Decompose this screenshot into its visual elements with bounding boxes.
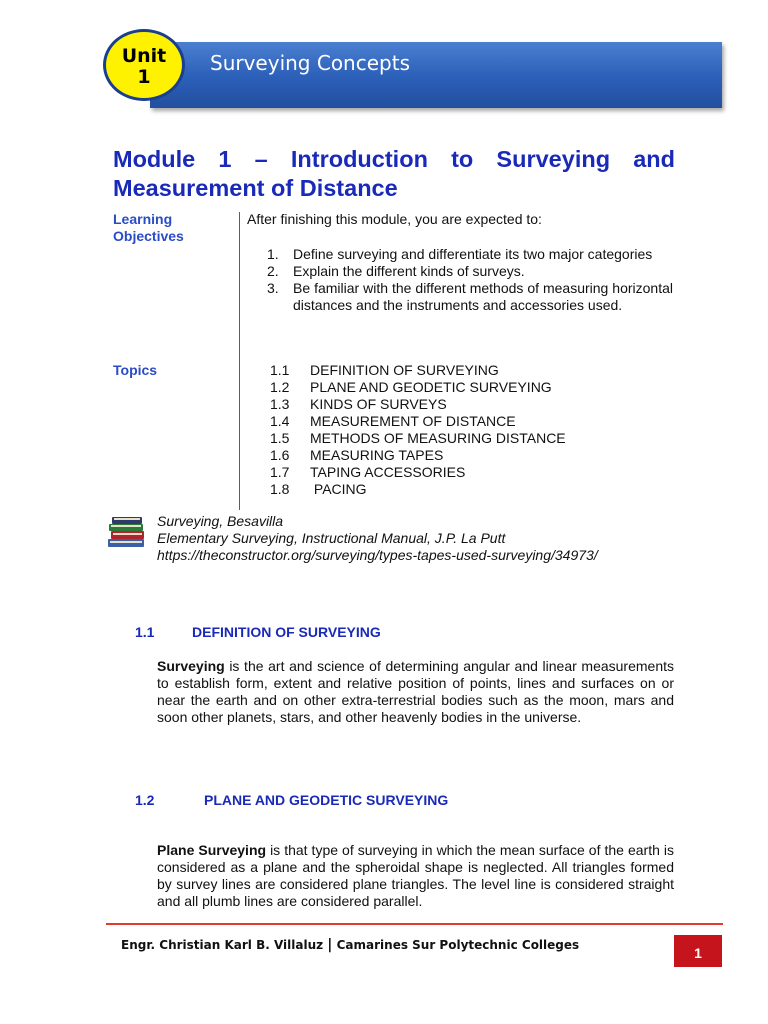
unit-badge bbox=[103, 29, 185, 101]
module-title: Module 1 – Introduction to Surveying and Measurement of Distance bbox=[113, 146, 675, 201]
footer-text bbox=[121, 937, 579, 953]
objectives-list bbox=[265, 246, 673, 314]
section-1-2-number: 1.2 bbox=[135, 792, 155, 808]
footer-separator: | bbox=[327, 937, 333, 953]
topics-label: Topics bbox=[113, 362, 158, 378]
section-divider bbox=[239, 212, 240, 510]
footer-author: Engr. Christian Karl B. Villaluz bbox=[121, 938, 324, 952]
list-item: 2. Explain the different kinds of surveys. bbox=[267, 263, 525, 279]
banner-title: Surveying Concepts bbox=[210, 51, 410, 75]
unit-number: 1 bbox=[137, 66, 151, 88]
list-item: 1.2 PLANE AND GEODETIC SURVEYING bbox=[270, 379, 552, 395]
references bbox=[157, 513, 598, 564]
reference-line: Surveying, Besavilla bbox=[157, 513, 284, 529]
page-number: 1 bbox=[674, 935, 722, 967]
section-1-2-paragraph: Plane Surveying is that type of surveying in which the mean surface of the earth is considered as a plane and the spheroidal shape is neglected. All triangles formed by survey lines are considered plane triangles. The level line is considered straight and all plumb lines are considered parallel. bbox=[157, 842, 674, 909]
term: Surveying bbox=[157, 658, 225, 674]
list-item: 1.1 DEFINITION OF SURVEYING bbox=[270, 362, 499, 378]
footer-institution: Camarines Sur Polytechnic Colleges bbox=[336, 938, 580, 952]
learning-label-line1: Learning bbox=[113, 211, 173, 227]
reference-link[interactable]: https://theconstructor.org/surveying/types-tapes-used-surveying/34973/ bbox=[157, 547, 598, 563]
list-item: 1.6 MEASURING TAPES bbox=[270, 447, 444, 463]
topics-list bbox=[270, 362, 566, 498]
learning-label-line2: Objectives bbox=[113, 228, 184, 244]
section-1-1-paragraph: Surveying is the art and science of determining angular and linear measurements to establish form, extent and relative position of points, lines and surfaces on or near the earth and on other extra-terrestrial bodies such as the moon, mars and soon other planets, stars, and other heavenly bodies in the universe. bbox=[157, 658, 674, 725]
section-1-1-number: 1.1 bbox=[135, 624, 155, 640]
list-item: 1.4 MEASUREMENT OF DISTANCE bbox=[270, 413, 516, 429]
term: Plane Surveying bbox=[157, 842, 267, 858]
reference-line: Elementary Surveying, Instructional Manual, J.P. La Putt bbox=[157, 530, 506, 546]
list-item: 1.5 METHODS OF MEASURING DISTANCE bbox=[270, 430, 566, 446]
unit-label: Unit bbox=[121, 45, 167, 67]
footer-line bbox=[106, 923, 723, 925]
list-item: 1.7 TAPING ACCESSORIES bbox=[270, 464, 466, 480]
objectives-intro: After finishing this module, you are expected to: bbox=[247, 211, 542, 227]
list-item: 3. Be familiar with the different methods of measuring horizontal distances and the instruments and accessories used. bbox=[267, 280, 673, 313]
list-item: 1.8 PACING bbox=[270, 481, 367, 497]
list-item: 1.3 KINDS OF SURVEYS bbox=[270, 396, 447, 412]
list-item: 1. Define surveying and differentiate its two major categories bbox=[267, 246, 653, 262]
section-1-2-title: PLANE AND GEODETIC SURVEYING bbox=[204, 792, 449, 808]
learning-objectives-label bbox=[113, 211, 184, 245]
section-1-1-title: DEFINITION OF SURVEYING bbox=[192, 624, 381, 640]
books-icon bbox=[106, 515, 148, 549]
